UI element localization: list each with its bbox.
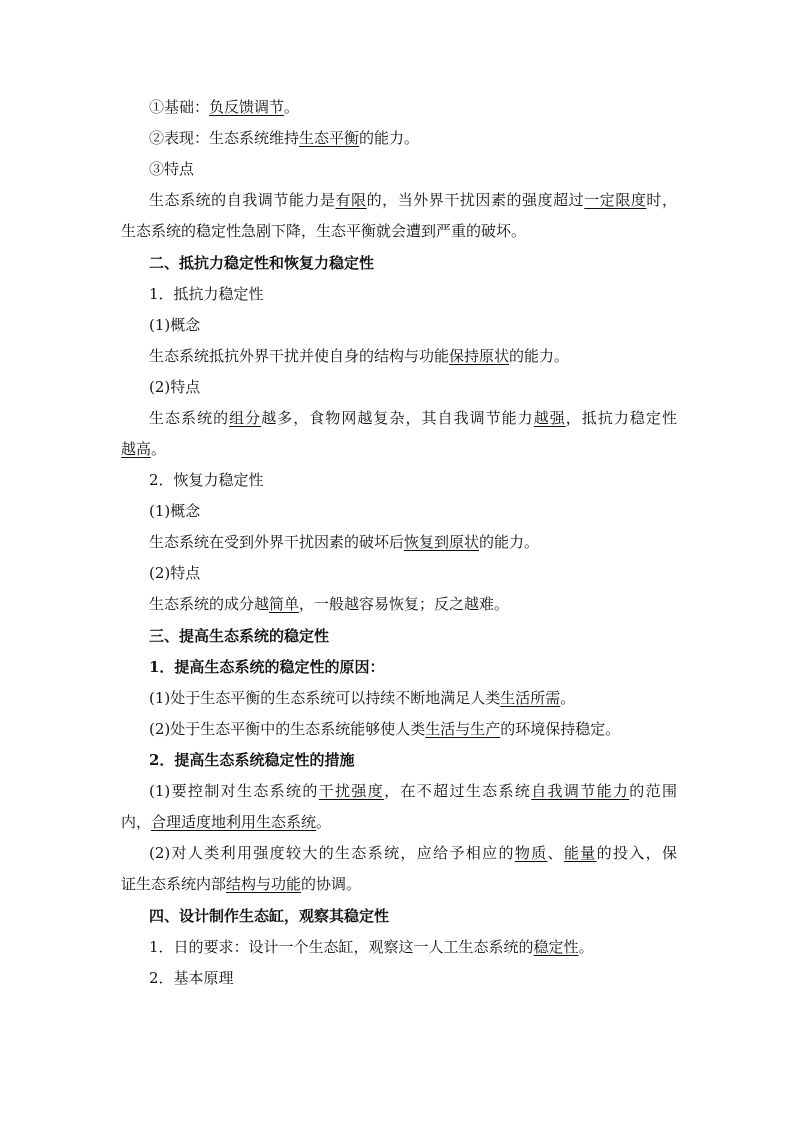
text-segment: (2)特点 [149,564,201,582]
text-segment: 生态系统的稳定性急剧下降，生态平衡就会遭到严重的破坏。 [121,222,527,240]
text-segment: 的，当外界干扰因素的强度超过 [366,191,585,209]
text-line [149,906,677,926]
text-line [149,159,677,179]
text-segment: 。 [578,938,594,956]
text-line [149,532,677,552]
text-segment: 的能力。 [509,347,570,365]
text-line [121,439,677,459]
text-line [149,408,677,428]
underlined-answer: 组分 [229,409,262,427]
text-line [149,315,677,335]
text-segment: 证生态系统内部 [121,875,227,893]
underlined-answer: 生活所需 [500,689,561,707]
underlined-answer: 负反馈调节 [209,98,285,116]
text-segment: 的能力。 [359,129,420,147]
text-line [149,501,677,521]
text-line [149,346,677,366]
text-line [149,128,677,148]
text-segment: (2)处于生态平衡中的生态系统能够使人类 [149,720,426,738]
text-line [149,657,677,677]
text-line [149,253,677,273]
text-segment: 的投入，保 [596,844,677,862]
text-line [149,594,677,614]
text-line [149,750,677,770]
text-line [149,626,677,646]
text-segment: 生态系统抵抗外界干扰并使自身的结构与功能 [149,347,450,365]
text-segment: 生态系统的自我调节能力是 [149,191,336,209]
text-segment: ，一般越容易恢复；反之越难。 [299,595,510,613]
underlined-answer: 生活与生产 [425,720,501,738]
text-segment: 三、提高生态系统的稳定性 [149,627,330,645]
text-segment: (1)处于生态平衡的生态系统可以持续不断地满足人类 [149,689,501,707]
underlined-answer: 结构与功能 [226,875,302,893]
text-segment: 二、抵抗力稳定性和恢复力稳定性 [149,254,375,272]
text-segment: 生态系统的成分越 [149,595,270,613]
text-segment: 的能力。 [479,533,540,551]
text-segment: 、 [547,844,564,862]
text-segment: 生态系统在受到外界干扰因素的破坏后 [149,533,405,551]
text-segment: 2．基本原理 [149,969,234,987]
text-segment: (1)概念 [149,316,201,334]
text-segment: 的环境保持稳定。 [500,720,621,738]
underlined-answer: 合理适度地利用生态系统 [151,813,317,831]
text-segment: ③特点 [149,160,195,178]
text-line [149,781,677,801]
text-segment: 的协调。 [301,875,362,893]
text-line [149,190,677,210]
text-segment: 越多，食物网越复杂，其自我调节能力 [261,409,534,427]
text-line [149,563,677,583]
text-segment: (2)特点 [149,378,201,396]
text-segment: 时， [646,191,677,209]
underlined-answer: 物质 [514,844,548,862]
text-segment: 1．抵抗力稳定性 [149,285,264,303]
text-line [149,688,677,708]
text-segment: 内， [121,813,152,831]
text-segment: 。 [316,813,332,831]
text-line [149,937,677,957]
text-segment: 。 [560,689,576,707]
underlined-answer: 稳定性 [533,938,579,956]
text-line [149,968,677,988]
underlined-answer: 越强 [533,409,566,427]
text-line [149,97,677,117]
text-segment: ②表现：生态系统维持 [149,129,300,147]
underlined-answer: 有限 [335,191,367,209]
underlined-answer: 能量 [563,844,597,862]
underlined-answer: 保持原状 [449,347,510,365]
text-line [121,221,677,241]
text-line [149,843,677,863]
text-segment: 四、设计制作生态缸，观察其稳定性 [149,907,390,925]
underlined-answer: 恢复到原状 [404,533,480,551]
text-segment: ，在不超过生态系统 [384,782,532,800]
text-line [121,874,677,894]
text-segment: 1．提高生态系统的稳定性的原因： [149,658,385,676]
text-segment: (2)对人类利用强度较大的生态系统，应给予相应的 [149,844,515,862]
underlined-answer: 自我调节能力 [531,782,630,800]
text-segment: 的范围 [629,782,677,800]
text-segment: 。 [284,98,300,116]
text-line [149,470,677,490]
underlined-answer: 越高 [121,440,152,458]
text-line [149,719,677,739]
text-segment: 。 [151,440,167,458]
text-segment: 生态系统的 [149,409,230,427]
text-line [121,812,677,832]
text-line [149,284,677,304]
text-segment: (1)概念 [149,502,201,520]
text-segment: 2．恢复力稳定性 [149,471,264,489]
text-segment: (1)要控制对生态系统的 [149,782,319,800]
underlined-answer: 生态平衡 [299,129,360,147]
text-line [149,377,677,397]
text-segment: ，抵抗力稳定性 [565,409,677,427]
underlined-answer: 一定限度 [584,191,647,209]
text-segment: 2．提高生态系统稳定性的措施 [149,751,355,769]
text-segment: ①基础： [149,98,210,116]
text-segment: 1．日的要求：设计一个生态缸，观察这一人工生态系统的 [149,938,534,956]
underlined-answer: 干扰强度 [318,782,385,800]
underlined-answer: 简单 [269,595,300,613]
